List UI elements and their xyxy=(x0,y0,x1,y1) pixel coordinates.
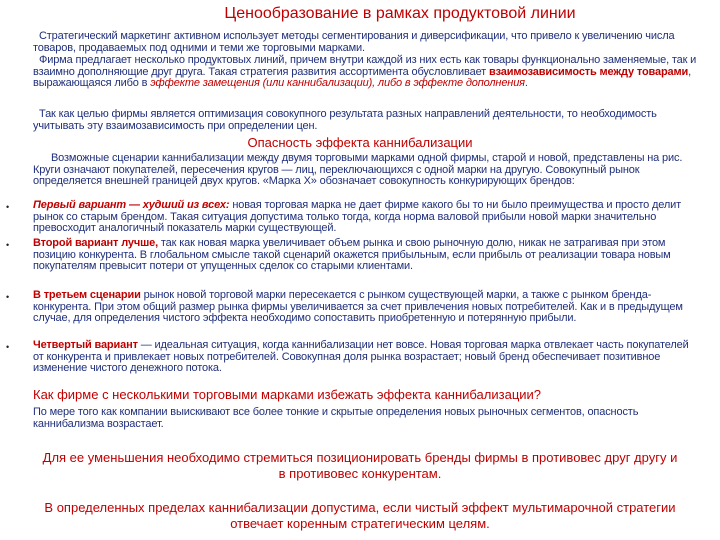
bullet-marker: • xyxy=(6,202,10,212)
scenario-lead: Второй вариант лучше, xyxy=(33,237,158,249)
substitution-effect-term: эффекте замещения (или каннибализации), либо в эффекте дополнения xyxy=(150,77,525,90)
scenarios-intro: Возможные сценарии каннибализации между двумя торговыми марками одной фирмы, старой и новой, представлены на рис. Круги означают покупателей, пересечения кругов — лиц, переключающихся с одной марки на другую. Совокупный рынок определяется внешней границей двух кругов. «Марка X» обозначает совокупность конкурирующих брендов: xyxy=(33,152,683,188)
scenario-item: Второй вариант лучше, так как новая марка увеличивает объем рынка и свою рыночную долю, никак не затрагивая при этом позицию конкурента. В глобальном смысле такой сценарий окажется прибыльным, если прибыль от реализации товара новым покупателям превысит потери от упущенных сделок со старыми клиентами. xyxy=(33,237,671,273)
page-title: Ценообразование в рамках продуктовой линии xyxy=(224,5,576,22)
scenario-lead: В третьем сценарии xyxy=(33,289,141,301)
bullet-marker: • xyxy=(6,240,10,250)
section-title: Опасность эффекта каннибализации xyxy=(247,135,473,150)
bullet-marker: • xyxy=(6,292,10,302)
intro-paragraph-3: Так как целью фирмы является оптимизация совокупного результата разных направлений деятельности, то необходимость учитывать эту взаимозависимость при определении цен. xyxy=(33,108,657,132)
interdependence-term: взаимозависимость между товарами xyxy=(488,65,689,78)
conclusion-2: В определенных пределах каннибализации допустима, если чистый эффект мультимарочной стратегии отвечает коренным стратегическим целям. xyxy=(44,500,676,531)
scenario-lead: Первый вариант — худший из всех: xyxy=(33,199,230,211)
scenario-item: Четвертый вариант — идеальная ситуация, когда каннибализации нет вовсе. Новая торговая марка отвлекает часть покупателей от конкурента и привлекает новых потребителей. Совокупная доля рынка возрастает; новый бренд обеспечивает позитивное изменение чистого денежного потока. xyxy=(33,339,689,375)
bullet-marker: • xyxy=(6,342,10,352)
scenario-item: Первый вариант — худший из всех: новая торговая марка не дает фирме какого бы то ни было преимущества и просто делит рынок со старым брендом. Такая ситуация допустима только тогда, когда норма валовой прибыли новой марки значительно превосходит аналогичный показатель марки существующей. xyxy=(33,199,681,235)
conclusion-1: Для ее уменьшения необходимо стремиться позиционировать бренды фирмы в противовес друг другу и в противовес конкурентам. xyxy=(42,450,678,481)
answer-paragraph: По мере того как компании выискивают все более тонкие и скрытые определения новых рыночных сегментов, опасность каннибализма возрастает. xyxy=(33,406,639,430)
scenario-item: В третьем сценарии рынок новой торговой марки пересекается с рынком существующей марки, а также с рынком бренда-конкурента. При этом общий размер рынка фирмы увеличивается за счет привлечения новых потребителей. Как и в предыдущем случае, для определения чистого эффекта необходимо сопоставить приобретенную и потерянную прибыли. xyxy=(33,289,683,325)
scenario-lead: Четвертый вариант xyxy=(33,339,138,351)
question-heading: Как фирме с несколькими торговыми марками избежать эффекта каннибализации? xyxy=(33,387,542,402)
intro-paragraph-1: Стратегический маркетинг активном использует методы сегментирования и диверсификации, что привело к увеличению числа товаров, продаваемых под одними и теми же торговыми марками. xyxy=(33,30,675,54)
intro-paragraph-2: Фирма предлагает несколько продуктовых линий, причем внутри каждой из них есть как товары функционально заменяемые, так и взаимно дополняющие друг друга. Такая стратегия развития ассортимента обусловливает взаимозависимость между товарами, выражающаяся либо в эффекте замещения (или каннибализации), либо в эффекте дополнения. xyxy=(33,54,697,90)
